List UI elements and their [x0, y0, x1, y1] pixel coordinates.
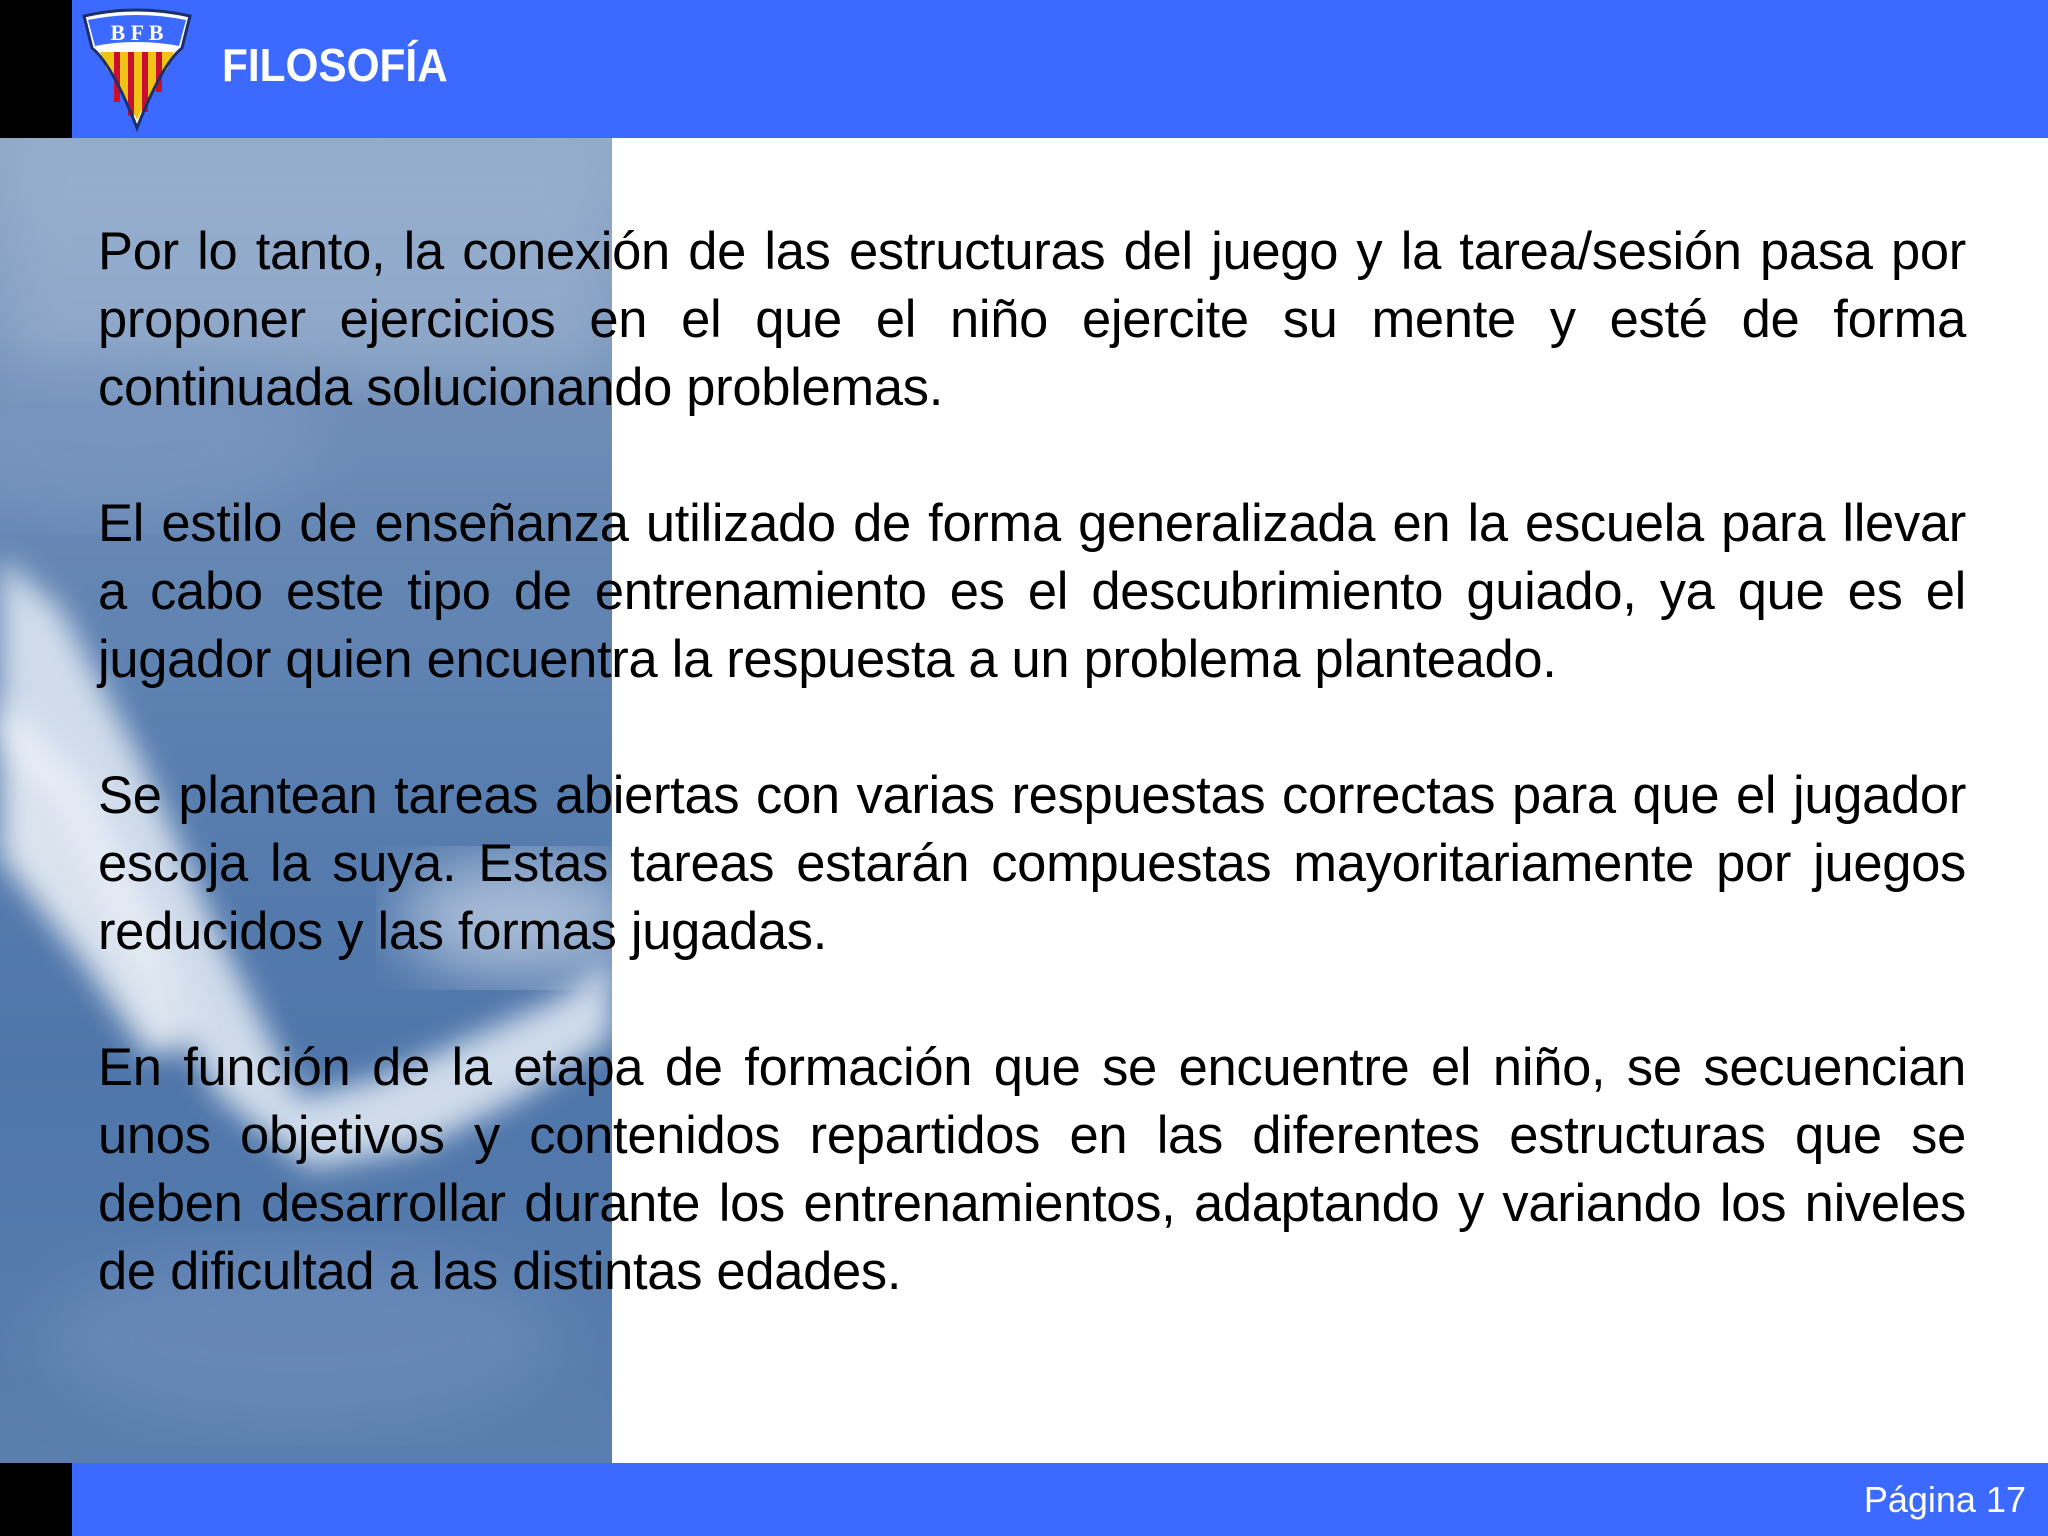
paragraph: Se plantean tareas abiertas con varias respuestas correctas para que el jugador escoja la suya. Estas tareas estarán compuestas mayoritariamente por juegos reducidos y las formas jugadas.: [98, 766, 1966, 961]
body-text: [98, 218, 1966, 1374]
page-number: Página 17: [1863, 1479, 2026, 1520]
paragraph: En función de la etapa de formación que se encuentre el niño, se secuencian unos objetivos y contenidos repartidos en las diferentes estructuras que se deben desarrollar durante los entrenamientos, adaptando y variando los niveles de dificultad a las distintas edades.: [98, 1038, 1966, 1301]
header-black-strip: [0, 0, 72, 138]
paragraph: Por lo tanto, la conexión de las estructuras del juego y la tarea/sesión pasa por proponer ejercicios en el que el niño ejercite su mente y esté de forma continuada solucionando problemas.: [98, 222, 1966, 417]
paragraph: El estilo de enseñanza utilizado de forma generalizada en la escuela para llevar a cabo este tipo de entrenamiento es el descubrimiento guiado, ya que es el jugador quien encuentra la respuesta a un problema planteado.: [98, 494, 1966, 689]
page-title: FILOSOFÍA: [222, 39, 448, 91]
footer-bar: [72, 1463, 2048, 1536]
bfb-crest-logo: [78, 8, 196, 132]
footer-black-strip: [0, 1463, 72, 1536]
svg-text:B F B: B F B: [110, 20, 164, 45]
